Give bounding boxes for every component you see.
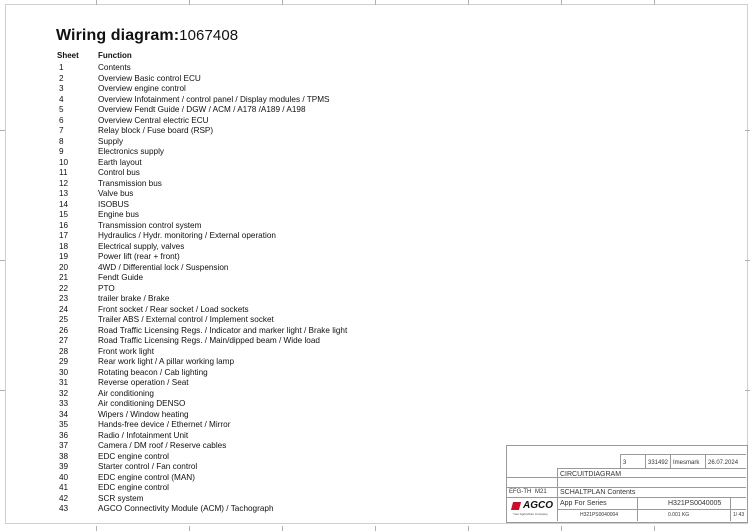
- sheet-function: Engine bus: [98, 210, 139, 219]
- frame-top-ticks: [0, 0, 750, 5]
- sheet-number: 15: [59, 210, 69, 219]
- sheet-function: Transmission bus: [98, 178, 162, 188]
- sheet-number: 37: [59, 441, 69, 450]
- sheet-function: Earth layout: [98, 157, 142, 167]
- sheet-function: EDC engine control (MAN): [98, 472, 195, 482]
- sheet-function: Electronics supply: [98, 147, 164, 156]
- sheet-function: Rear work light / A pillar working lamp: [98, 357, 235, 366]
- sheet-number: 23: [59, 294, 69, 303]
- tb-change-number: 331492: [648, 460, 669, 466]
- sheet-function: Power lift (rear + front): [98, 252, 180, 261]
- sheet-number: 8: [59, 136, 64, 146]
- sheet-number: 12: [59, 178, 69, 188]
- sheet-function: Relay block / Fuse board (RSP): [98, 126, 214, 135]
- sheet-function: Radio / Infotainment Unit: [98, 430, 189, 440]
- diagram-number: 1067408: [179, 27, 239, 44]
- agco-mark-icon: [511, 502, 521, 510]
- sheet-number: 1: [59, 63, 64, 72]
- sheet-function: Wipers / Window heating: [98, 409, 189, 419]
- tb-document-type: CIRCUITDIAGRAM: [560, 471, 622, 478]
- company-tagline: Your Agriculture Company: [513, 512, 548, 516]
- sheet-number: 20: [59, 262, 69, 272]
- sheet-function: Contents: [98, 63, 131, 72]
- frame-right-mark: [745, 260, 750, 261]
- sheet-function: Front work light: [98, 346, 154, 356]
- sheet-number: 41: [59, 483, 69, 492]
- sheet-function: Road Traffic Licensing Regs. / Indicator and marker light / Brake light: [98, 325, 348, 335]
- sheet-number: 30: [59, 367, 69, 377]
- sheet-function: EDC engine control: [98, 483, 169, 492]
- sheet-function: Camera / DM roof / Reserve cables: [98, 441, 227, 450]
- frame-left-mark: [0, 390, 5, 391]
- sheet-number: 13: [59, 189, 69, 198]
- sheet-number: 16: [59, 220, 69, 230]
- sheet-function: trailer brake / Brake: [98, 294, 170, 303]
- sheet-function: PTO: [98, 283, 115, 293]
- sheet-number: 31: [59, 378, 69, 387]
- tb-title: SCHALTPLAN Contents: [560, 489, 636, 496]
- sheet-function: Overview Basic control ECU: [98, 73, 201, 83]
- sheet-number: 40: [59, 472, 69, 482]
- frame-bottom-ticks: [0, 526, 750, 531]
- sheet-number: 33: [59, 399, 69, 408]
- sheet-function: Transmission control system: [98, 220, 202, 230]
- company-name: AGCO: [523, 500, 553, 511]
- sheet-number: 11: [59, 168, 68, 177]
- sheet-number: 28: [59, 346, 69, 356]
- sheet-number: 38: [59, 451, 69, 461]
- sheet-function: Hands-free device / Ethernet / Mirror: [98, 420, 231, 429]
- sheet-number: 26: [59, 325, 69, 335]
- sheet-number: 2: [59, 73, 64, 83]
- tb-sheet: 1/ 43: [733, 512, 745, 518]
- page-title: [56, 27, 238, 45]
- sheet-function: ISOBUS: [98, 199, 129, 209]
- frame-left-mark: [0, 260, 5, 261]
- sheet-number: 24: [59, 304, 69, 314]
- sheet-number: 10: [59, 157, 69, 167]
- sheet-function: Air conditioning DENSO: [98, 399, 186, 408]
- tb-date: 26.07.2024: [708, 460, 739, 466]
- sheet-number: 9: [59, 147, 64, 156]
- sheet-function: Valve bus: [98, 189, 134, 198]
- sheet-function: Starter control / Fan control: [98, 462, 198, 471]
- sheet-number: 35: [59, 420, 69, 429]
- sheet-function: Fendt Guide: [98, 273, 144, 282]
- sheet-function: Road Traffic Licensing Regs. / Main/dipped beam / Wide load: [98, 336, 320, 345]
- tb-drawing-number: H321PS0040005: [668, 500, 722, 507]
- sheet-number: 32: [59, 388, 69, 398]
- sheet-function: Overview Infotainment / control panel / Display modules / TPMS: [98, 94, 330, 104]
- tb-series: App For Series: [560, 500, 607, 507]
- tb-weight: 0.001 KG: [668, 512, 690, 518]
- sheet-function: Electrical supply, valves: [98, 241, 185, 251]
- sheet-function: Trailer ABS / External control / Implement socket: [98, 315, 274, 324]
- sheet-function: Control bus: [98, 168, 140, 177]
- sheet-number: 3: [59, 84, 64, 93]
- frame-left-mark: [0, 130, 5, 131]
- sheet-number: 43: [59, 504, 69, 513]
- sheet-function: Overview engine control: [98, 84, 186, 93]
- sheet-function: Supply: [98, 136, 124, 146]
- sheet-number: 6: [59, 115, 64, 125]
- sheet-function: Air conditioning: [98, 388, 154, 398]
- title-label: Wiring diagram:: [56, 27, 180, 44]
- sheet-function: SCR system: [98, 493, 144, 503]
- tb-revision: 3: [623, 460, 627, 466]
- sheet-function: Reverse operation / Seat: [98, 378, 189, 387]
- column-header-function: Function: [98, 51, 132, 60]
- sheet-number: 42: [59, 493, 69, 503]
- sheet-number: 36: [59, 430, 69, 440]
- sheet-number: 5: [59, 105, 64, 114]
- sheet-number: 39: [59, 462, 69, 471]
- frame-right-mark: [745, 390, 750, 391]
- sheet-number: 18: [59, 241, 69, 251]
- sheet-function: Hydraulics / Hydr. monitoring / External operation: [98, 231, 276, 240]
- sheet-number: 25: [59, 315, 69, 324]
- tb-department: EFG-TH: [509, 489, 532, 495]
- column-header-sheet: Sheet: [57, 51, 79, 60]
- sheet-number: 29: [59, 357, 69, 366]
- sheet-function: 4WD / Differential lock / Suspension: [98, 262, 229, 272]
- sheet-function: Rotating beacon / Cab lighting: [98, 367, 208, 377]
- sheet-number: 27: [59, 336, 69, 345]
- sheet-function: Overview Fendt Guide / DGW / ACM / A178 /A189 / A198: [98, 105, 306, 114]
- frame-right-mark: [745, 130, 750, 131]
- sheet-number: 4: [59, 94, 64, 104]
- sheet-number: 34: [59, 409, 69, 419]
- sheet-function: AGCO Connectivity Module (ACM) / Tachograph: [98, 504, 274, 513]
- sheet-number: 7: [59, 126, 64, 135]
- sheet-function: Overview Central electric ECU: [98, 115, 209, 125]
- sheet-function: Front socket / Rear socket / Load sockets: [98, 304, 249, 314]
- sheet-function: EDC engine control: [98, 451, 169, 461]
- tb-drawing-number-small: H321PS0040004: [580, 512, 619, 518]
- tb-code: M21: [535, 489, 547, 495]
- agco-logo: [512, 500, 554, 518]
- sheet-number: 17: [59, 231, 69, 240]
- tb-author: Imesmark: [673, 460, 700, 466]
- sheet-number: 22: [59, 283, 69, 293]
- sheet-number: 19: [59, 252, 69, 261]
- sheet-number: 14: [59, 199, 69, 209]
- sheet-number: 21: [59, 273, 69, 282]
